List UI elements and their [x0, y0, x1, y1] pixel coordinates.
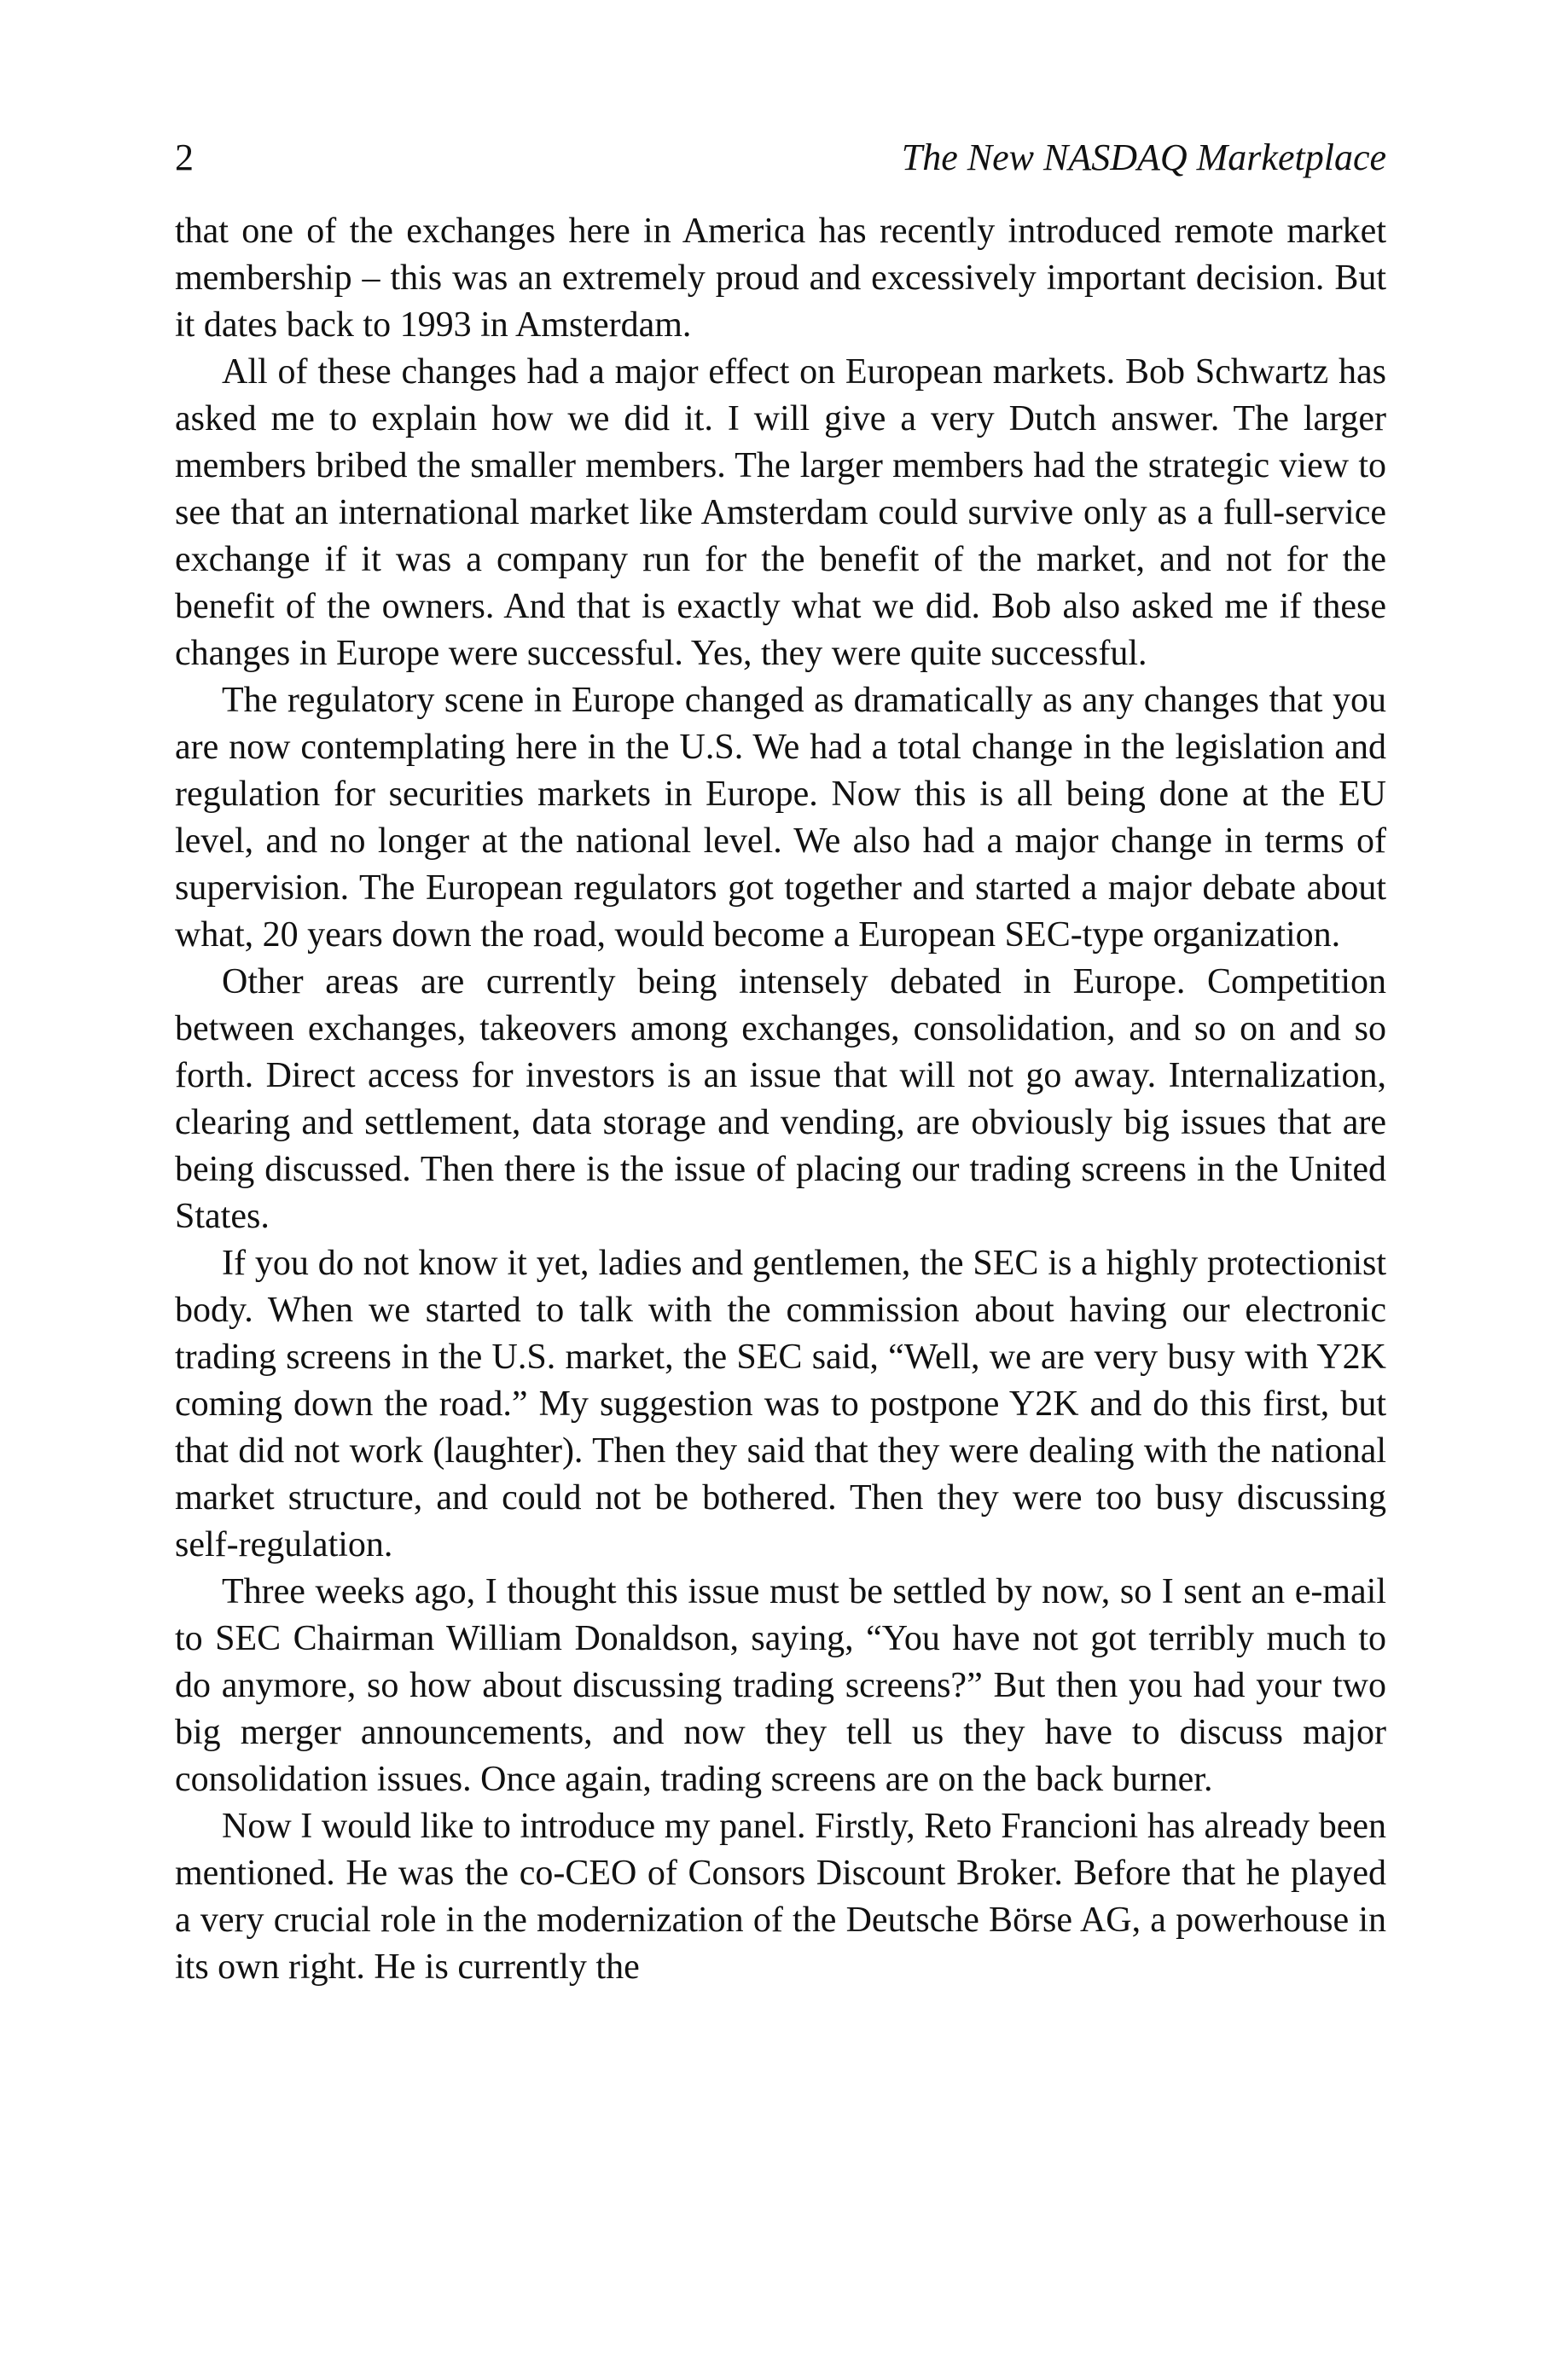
- running-title: The New NASDAQ Marketplace: [901, 136, 1386, 178]
- body-text: [175, 208, 1386, 1991]
- paragraph: If you do not know it yet, ladies and gentlemen, the SEC is a highly protectionist body. When we started to talk with the commission about having our electronic trading screens in the U.S. market, the SEC said, “Well, we are very busy with Y2K coming down the road.” My suggestion was to postpone Y2K and do this first, but that did not work (laughter). Then they said that they were dealing with the national market structure, and could not be bothered. Then they were too busy discussing self-regulation.: [175, 1244, 1386, 1564]
- paragraph: Other areas are currently being intensely debated in Europe. Competition between exchanges, takeovers among exchanges, consolidation, and so on and so forth. Direct access for investors is an issue that will not go away. Internalization, clearing and settlement, data storage and vending, are obviously big issues that are being discussed. Then there is the issue of placing our trading screens in the United States.: [175, 962, 1386, 1236]
- paragraph: Now I would like to introduce my panel. Firstly, Reto Francioni has already been mentioned. He was the co-CEO of Consors Discount Broker. Before that he played a very crucial role in the modernization of the Deutsche Börse AG, a powerhouse in its own right. He is currently the: [175, 1807, 1386, 1987]
- paragraph: All of these changes had a major effect on European markets. Bob Schwartz has asked me to explain how we did it. I will give a very Dutch answer. The larger members bribed the smaller members. The larger members had the strategic view to see that an international market like Amsterdam could survive only as a full-service exchange if it was a company run for the benefit of the market, and not for the benefit of the owners. And that is exactly what we did. Bob also asked me if these changes in Europe were successful. Yes, they were quite successful.: [175, 352, 1386, 673]
- book-page: [175, 128, 1386, 1991]
- paragraph: that one of the exchanges here in America has recently introduced remote market membership – this was an extremely proud and excessively important decision. But it dates back to 1993 in Amsterdam.: [175, 212, 1386, 345]
- running-head: [175, 128, 1386, 188]
- paragraph: The regulatory scene in Europe changed as dramatically as any changes that you are now contemplating here in the U.S. We had a total change in the legislation and regulation for securities markets in Europe. Now this is all being done at the EU level, and no longer at the national level. We also had a major change in terms of supervision. The European regulators got together and started a major debate about what, 20 years down the road, would become a European SEC-type organization.: [175, 681, 1386, 955]
- paragraph: Three weeks ago, I thought this issue must be settled by now, so I sent an e-mail to SEC Chairman William Donaldson, saying, “You have not got terribly much to do anymore, so how about discussing trading screens?” But then you had your two big merger announcements, and now they tell us they have to discuss major consolidation issues. Once again, trading screens are on the back burner.: [175, 1572, 1386, 1799]
- page-number: 2: [175, 136, 194, 178]
